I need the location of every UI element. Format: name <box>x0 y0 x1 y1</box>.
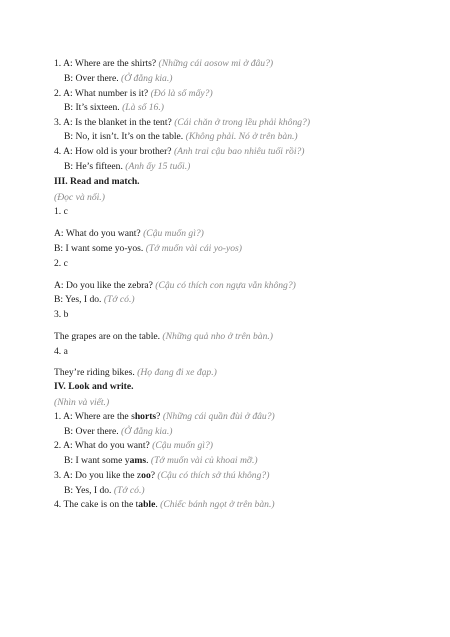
translation: (Không phải. Nó ở trên bàn.) <box>185 131 298 142</box>
s4-item-2-answer: B: I want some yams. (Tớ muốn vài củ khoai mỡ.) <box>64 455 258 466</box>
s2-item-2-question: 2. A: What number is it? (Đó là số mấy?) <box>54 88 213 99</box>
section-4-subtitle: (Nhìn và viết.) <box>54 397 110 408</box>
s2-item-1-answer: B: Over there. (Ở đằng kia.) <box>64 73 173 84</box>
translation: (Tớ có.) <box>113 485 145 496</box>
s3-answer-4-line: They’re riding bikes. (Họ đang đi xe đạp.) <box>54 367 217 378</box>
translation: (Những cái quần đùi ở đâu?) <box>162 411 275 422</box>
s3-answer-3-line: The grapes are on the table. (Những quả nho ở trên bàn.) <box>54 331 273 342</box>
translation: (Anh trai cậu bao nhiêu tuổi rồi?) <box>173 146 305 157</box>
translation: (Đó là số mấy?) <box>150 88 213 99</box>
s2-item-3-answer: B: No, it isn’t. It’s on the table. (Không phải. Nó ở trên bàn.) <box>64 131 298 142</box>
translation: (Chiếc bánh ngọt ở trên bàn.) <box>160 499 275 510</box>
s2-item-1-question: 1. A: Where are the shirts? (Những cái aosow mi ở đâu?) <box>54 58 274 69</box>
s3-answer-1-line: B: I want some yo-yos. (Tớ muốn vài cái yo-yos) <box>54 243 242 254</box>
s4-item-4-question: 4. The cake is on the table. (Chiếc bánh ngọt ở trên bàn.) <box>54 499 275 510</box>
s3-answer-3-number: 3. b <box>54 309 69 320</box>
translation: (Tớ muốn vài củ khoai mỡ.) <box>150 455 258 466</box>
s4-item-3-question: 3. A: Do you like the zoo? (Cậu có thích sở thú không?) <box>54 470 270 481</box>
s3-answer-2-number: 2. c <box>54 258 68 269</box>
s3-answer-2-line: A: Do you like the zebra? (Cậu có thích con ngựa vằn không?) <box>54 280 296 291</box>
section-3-subtitle: (Đọc và nối.) <box>54 192 105 203</box>
s3-answer-1-line: A: What do you want? (Cậu muốn gì?) <box>54 228 204 239</box>
translation: (Họ đang đi xe đạp.) <box>137 367 217 378</box>
section-3-title: III. Read and match. <box>54 176 140 187</box>
translation: (Tớ muốn vài cái yo-yos) <box>145 243 242 254</box>
s2-item-4-answer: B: He’s fifteen. (Anh ấy 15 tuổi.) <box>64 161 191 172</box>
s3-answer-4-number: 4. a <box>54 346 68 357</box>
s3-answer-1-number: 1. c <box>54 206 68 217</box>
s2-item-3-question: 3. A: Is the blanket in the tent? (Cái chăn ở trong lều phải không?) <box>54 117 311 128</box>
translation: (Cậu muốn gì?) <box>152 440 213 451</box>
translation: (Cậu có thích sở thú không?) <box>157 470 270 481</box>
translation: (Là số 16.) <box>122 102 164 113</box>
translation: (Cái chăn ở trong lều phải không?) <box>174 117 311 128</box>
s4-item-1-question: 1. A: Where are the shorts? (Những cái quần đùi ở đâu?) <box>54 411 275 422</box>
translation: (Ở đằng kia.) <box>121 426 173 437</box>
translation: (Những cái aosow mi ở đâu?) <box>158 58 274 69</box>
s4-item-1-answer: B: Over there. (Ở đằng kia.) <box>64 426 173 437</box>
s2-item-2-answer: B: It’s sixteen. (Là số 16.) <box>64 102 164 113</box>
s3-answer-2-line: B: Yes, I do. (Tớ có.) <box>54 294 135 305</box>
translation: (Ở đằng kia.) <box>121 73 173 84</box>
s2-item-4-question: 4. A: How old is your brother? (Anh trai cậu bao nhiêu tuổi rồi?) <box>54 146 305 157</box>
translation: (Những quả nho ở trên bàn.) <box>162 331 273 342</box>
translation: (Tớ có.) <box>103 294 135 305</box>
translation: (Cậu muốn gì?) <box>143 228 204 239</box>
translation: (Cậu có thích con ngựa vằn không?) <box>155 280 296 291</box>
s4-item-3-answer: B: Yes, I do. (Tớ có.) <box>64 485 145 496</box>
section-4-title: IV. Look and write. <box>54 381 134 392</box>
s4-item-2-question: 2. A: What do you want? (Cậu muốn gì?) <box>54 440 213 451</box>
translation: (Anh ấy 15 tuổi.) <box>125 161 191 172</box>
